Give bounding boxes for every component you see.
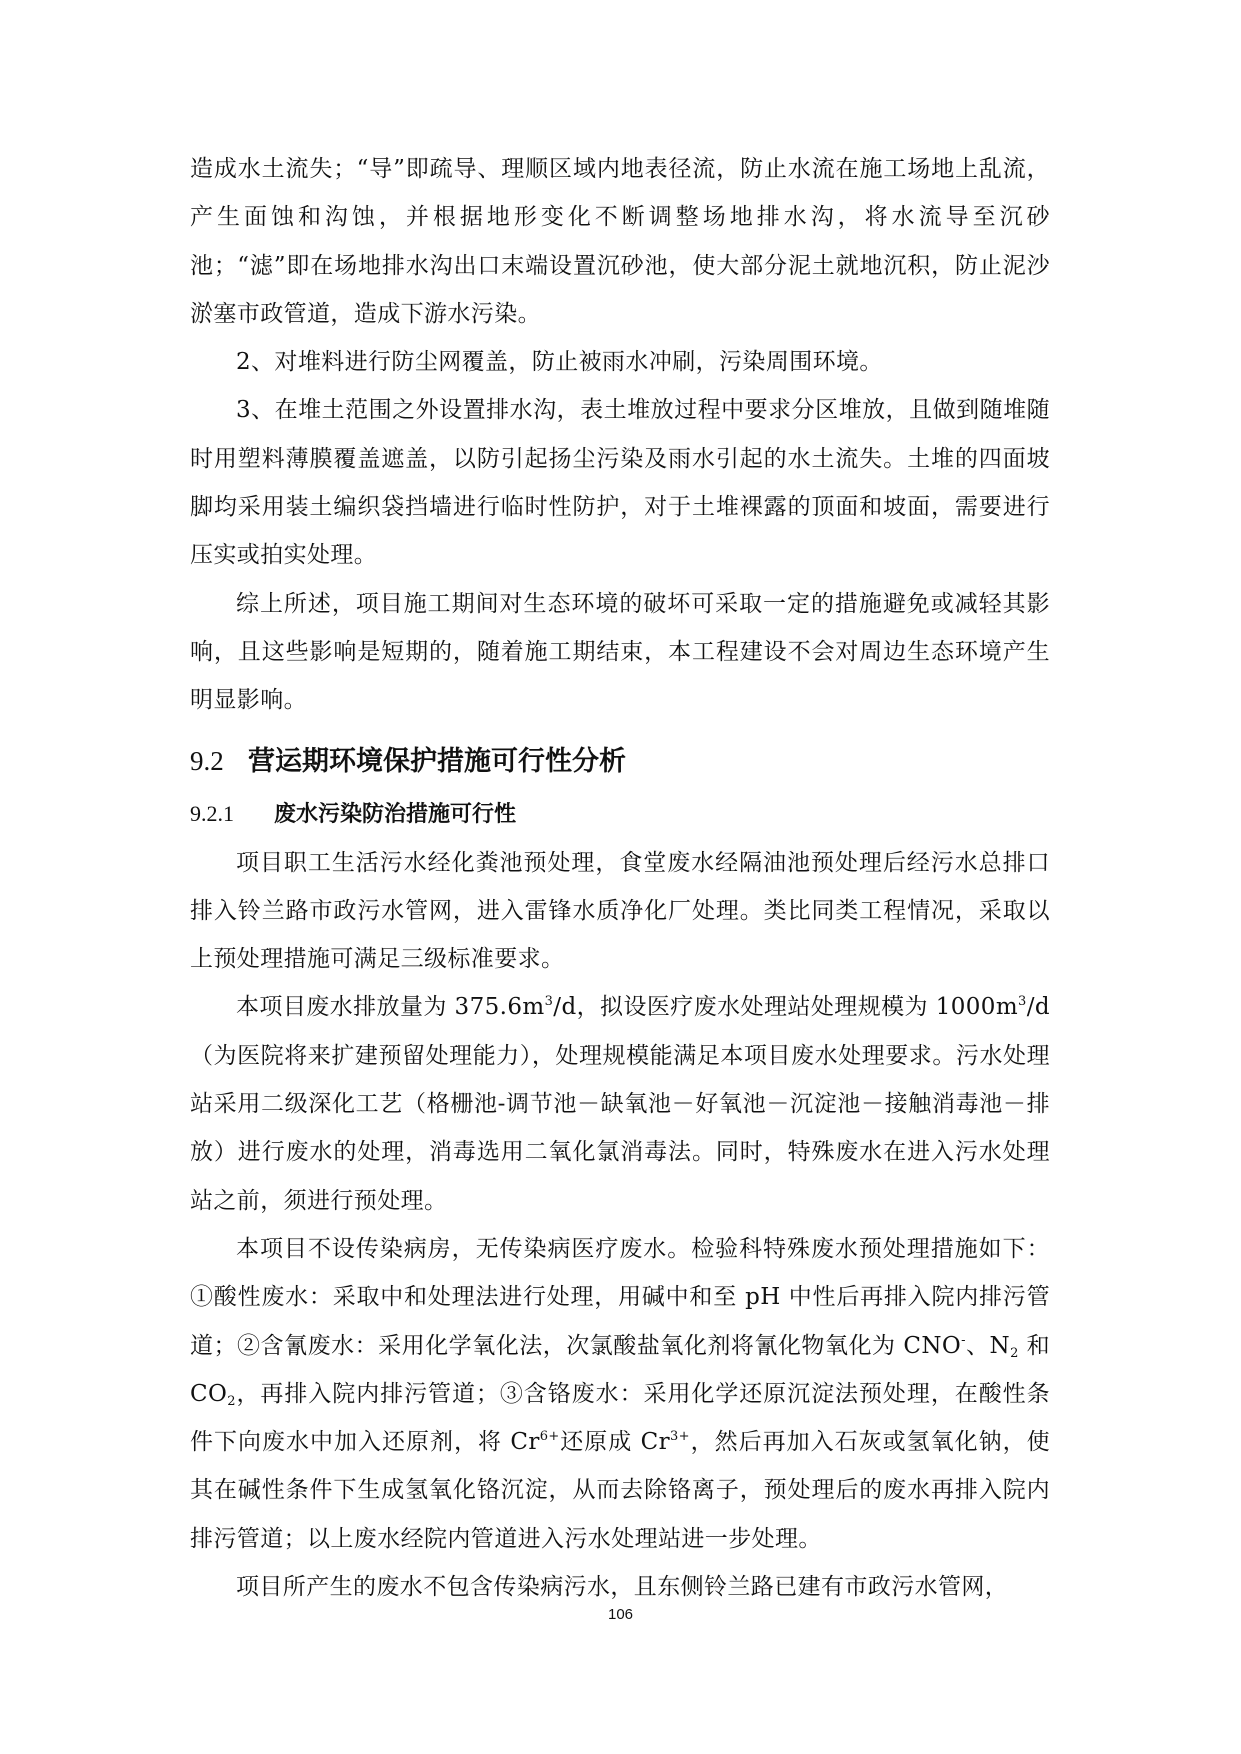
superscript: 3 [544,994,554,1010]
subsection-title: 废水污染防治措施可行性 [274,801,517,827]
section-heading [190,733,1050,789]
text-run: 、N [965,1332,1011,1359]
text-run: 还原成 Cr [559,1429,671,1456]
text-run: 本项目不设传染病房，无传染病医疗废水。检验科特殊废水预处理措施如下：①酸性废水：采取中和处理法进行处理，用碱中和至 pH 中性后再排入院内排污管道；②含氰废水：采用化学氧化法，次氯酸盐氧化剂将氰化物氧化为 CNO [190,1235,1050,1359]
text-run: 和 CO [190,1332,1050,1407]
text-run: /d（为医院将来扩建预留处理能力），处理规模能满足本项目废水处理要求。污水处理站采用二级深化工艺（格栅池-调节池－缺氧池－好氧池－沉淀池－接触消毒池－排放）进行废水的处理，消毒选用二氧化氯消毒法。同时，特殊废水在进入污水处理站之前，须进行预处理。 [190,994,1050,1214]
paragraph-measure-3: 3、在堆土范围之外设置排水沟，表土堆放过程中要求分区堆放，且做到随堆随时用塑料薄膜覆盖遮盖，以防引起扬尘污染及雨水引起的水土流失。土堆的四面坡脚均采用装土编织袋挡墙进行临时性防护，对于土堆裸露的顶面和坡面，需要进行压实或拍实处理。 [190,397,1050,569]
text-run: 本项目废水排放量为 375.6m [236,994,545,1021]
superscript: 3+ [670,1429,690,1445]
superscript: 3 [1018,994,1027,1010]
page-number: 106 [607,1606,634,1623]
superscript: - [961,1332,966,1348]
paragraph-staff-wastewater: 项目职工生活污水经化粪池预处理，食堂废水经隔油池预处理后经污水总排口排入铃兰路市政污水管网，进入雷锋水质净化厂处理。类比同类工程情况，采取以上预处理措施可满足三级标准要求。 [190,849,1050,973]
text-run: ，然后再加入石灰或氢氧化钠，使其在碱性条件下生成氢氧化铬沉淀，从而去除铬离子，预处理后的废水再排入院内排污管道；以上废水经院内管道进入污水处理站进一步处理。 [190,1429,1051,1552]
text-run: /d，拟设医疗废水处理站处理规模为 1000m [553,994,1019,1021]
subscript: 2 [1010,1345,1019,1361]
text-run: ，再排入院内排污管道；③含铬废水：采用化学还原沉淀法预处理，在酸性条件下向废水中加入还原剂，将 Cr [190,1380,1050,1456]
paragraph-summary: 综上所述，项目施工期间对生态环境的破坏可采取一定的措施避免或减轻其影响，且这些影响是短期的，随着施工期结束，本工程建设不会对周边生态环境产生明显影响。 [190,590,1050,714]
paragraph-special-wastewater [190,1225,1050,1563]
subsection-heading [190,789,1050,839]
paragraph-municipal-network: 项目所产生的废水不包含传染病污水，且东侧铃兰路已建有市政污水管网， [236,1574,1009,1601]
paragraph-soil-erosion-continued: 造成水土流失；“导”即疏导、理顺区域内地表径流，防止水流在施工场地上乱流，产生面蚀和沟蚀，并根据地形变化不断调整场地排水沟，将水流导至沉砂池；“滤”即在场地排水沟出口末端设置沉砂池，使大部分泥土就地沉积，防止泥沙淤塞市政管道，造成下游水污染。 [190,156,1050,327]
section-title: 营运期环境保护措施可行性分析 [248,745,626,777]
section-number: 9.2 [190,745,224,776]
subsection-number: 9.2.1 [190,800,234,826]
subscript: 2 [227,1393,236,1409]
paragraph-treatment-station [190,983,1050,1224]
page-body [190,145,1050,1611]
paragraph-measure-2: 2、对堆料进行防尘网覆盖，防止被雨水冲刷，污染周围环境。 [236,349,883,376]
superscript: 6+ [539,1429,560,1445]
